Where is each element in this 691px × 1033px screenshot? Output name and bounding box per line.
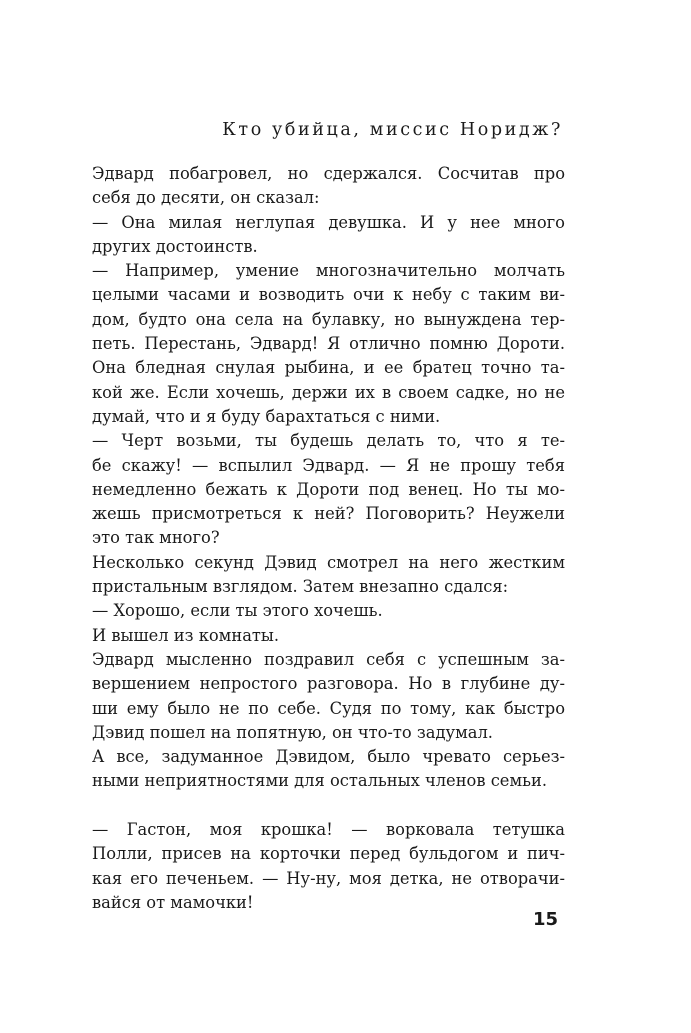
text-line: — Черт возьми, ты будешь делать то, что я те- (92, 431, 565, 451)
page-number: 15 (533, 909, 559, 930)
text-line: А все, задуманное Дэвидом, было чревато серьез- (92, 747, 565, 767)
text-line: бе скажу! — вспылил Эдвард. — Я не прошу тебя (92, 455, 565, 475)
text-line: немедленно бежать к Дороти под венец. Но ты мо- (92, 479, 565, 499)
text-line: думай, что и я буду барахтаться с ними. (92, 406, 441, 426)
text-line: Эдвард побагровел, но сдержался. Сосчитав про (92, 164, 565, 183)
text-line: — Она милая неглупая девушка. И у нее много (92, 212, 565, 232)
text-line: дом, будто она села на булавку, но вынуждена тер- (92, 309, 565, 329)
text-line: Эдвард мысленно поздравил себя с успешным за- (92, 649, 565, 669)
text-line: — Хорошо, если ты этого хочешь. (92, 601, 383, 621)
text-line: целыми часами и возводить очи к небу с таким ви- (92, 285, 565, 305)
body-text (92, 162, 565, 915)
text-line: ными неприятностями для остальных членов семьи. (92, 771, 548, 791)
text-line: вайся от мамочки! (92, 892, 254, 912)
text-line: Несколько секунд Дэвид смотрел на него жестким (92, 552, 565, 572)
text-line: кая его печеньем. — Ну-ну, моя детка, не отворачи- (92, 868, 565, 888)
text-line: это так много? (92, 528, 220, 548)
text-line: кой же. Если хочешь, держи их в своем садке, но не (92, 382, 565, 402)
running-title: Кто убийца, миссис Норидж? (222, 120, 563, 140)
text-line: жешь присмотреться к ней? Поговорить? Неужели (92, 504, 565, 524)
text-line: И вышел из комнаты. (92, 625, 280, 645)
text-line: — Например, умение многозначительно молчать (92, 261, 565, 281)
text-line: петь. Перестань, Эдвард! Я отлично помню Дороти. (92, 334, 565, 354)
section-break (92, 794, 565, 818)
text-line: пристальным взглядом. Затем внезапно сдался: (92, 577, 509, 597)
text-line: — Гастон, моя крошка! — ворковала тетушка (92, 820, 565, 840)
text-line: Она бледная снулая рыбина, и ее братец точно та- (92, 358, 565, 378)
text-line: вершением непростого разговора. Но в глубине ду- (92, 674, 565, 694)
text-line: ши ему было не по себе. Судя по тому, как быстро (92, 698, 565, 718)
text-line: Полли, присев на корточки перед бульдогом и пич- (92, 844, 565, 864)
text-line: себя до десяти, он сказал: (92, 188, 320, 208)
text-line: Дэвид пошел на попятную, он что-то задумал. (92, 722, 493, 742)
text-line: других достоинств. (92, 236, 258, 256)
